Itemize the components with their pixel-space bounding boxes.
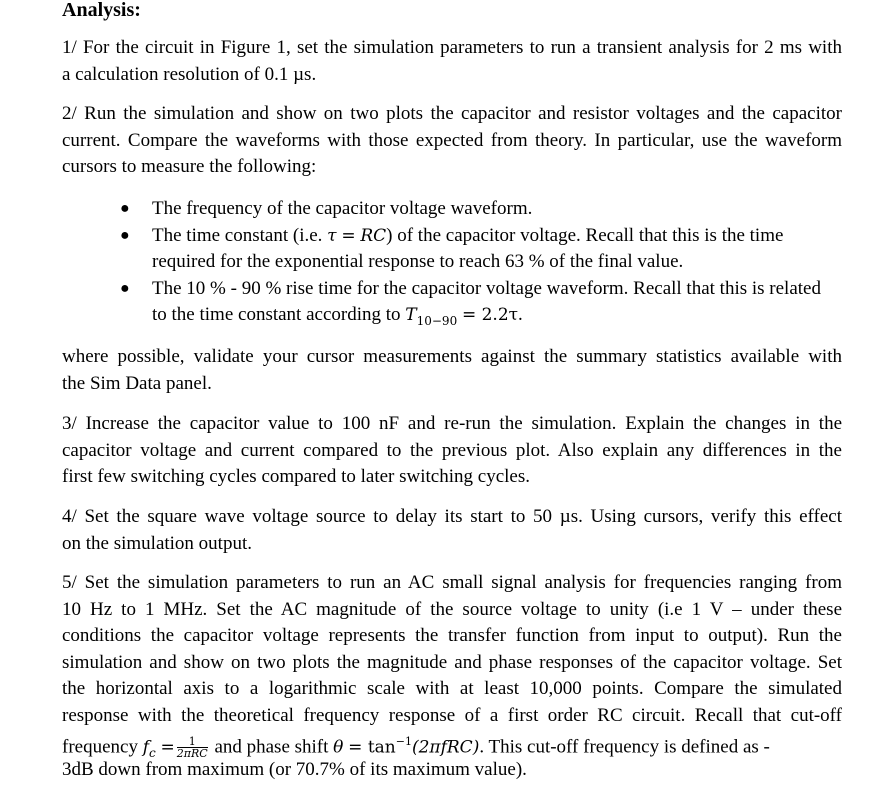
inverse-superscript: −1 xyxy=(395,735,412,748)
tau-symbol: τ xyxy=(327,225,337,246)
fraction-numerator: 1 xyxy=(177,736,208,748)
text-line: 10 Hz to 1 MHz. Set the AC magnitude of the source voltage to unity (i.e 1 V – under these xyxy=(62,598,842,620)
tan-argument: (2πfRC) xyxy=(411,737,480,758)
text-line: the horizontal axis to a logarithmic scale with at least 10,000 points. Compare the simulated xyxy=(62,678,842,699)
paragraph-1 xyxy=(62,35,842,88)
text-line xyxy=(152,302,842,334)
rise-time-subscript: 10−90 xyxy=(416,313,458,328)
paragraph-4 xyxy=(62,504,842,557)
theta-symbol: θ xyxy=(333,737,344,758)
rc-symbol: RC xyxy=(360,225,387,246)
bullet-list xyxy=(62,196,842,334)
text-line: capacitor voltage and current compared to the previous plot. Also explain any differences in the xyxy=(62,439,842,461)
paragraph-3 xyxy=(62,411,842,491)
list-item xyxy=(62,196,842,223)
paragraph-2 xyxy=(62,101,842,181)
text-line xyxy=(152,223,842,250)
text-line: response with the theoretical frequency response of a first order RC circuit. Recall that cut-off xyxy=(62,704,842,726)
text-line: required for the exponential response to reach 63 % of the final value. xyxy=(152,251,684,272)
text-line: 3dB down from maximum (or 70.7% of its maximum value). xyxy=(62,759,527,780)
text-line: 1/ For the circuit in Figure 1, set the simulation parameters to run a transient analysis for 2 ms with xyxy=(62,37,842,58)
rise-time-equation: = 2.2τ xyxy=(461,305,519,325)
text-line: 3/ Increase the capacitor value to 100 nF and re-run the simulation. Explain the changes in the xyxy=(62,413,842,434)
text-line: simulation and show on two plots the magnitude and phase responses of the capacitor voltage. Set xyxy=(62,651,842,673)
cutoff-subscript: c xyxy=(149,746,156,761)
text-line: The 10 % - 90 % rise time for the capacitor voltage waveform. Recall that this is related xyxy=(152,277,821,299)
text-line: 2/ Run the simulation and show on two plots the capacitor and resistor voltages and the capacitor xyxy=(62,103,842,124)
fraction-denominator: 2πRC xyxy=(176,747,208,761)
list-item xyxy=(62,276,842,335)
equals-sign: = xyxy=(160,737,175,758)
equals-sign: = xyxy=(341,225,356,246)
tan-function: = tan xyxy=(348,737,396,758)
text-span: . This cut-off frequency is defined as - xyxy=(479,736,770,758)
text-line: conditions the capacitor voltage represents the transfer function from input to output). Run the xyxy=(62,625,842,646)
list-item xyxy=(62,223,842,276)
rise-time-symbol: T xyxy=(405,305,417,325)
text-span: The time constant (i.e. xyxy=(152,224,323,246)
text-line: cursors to measure the following: xyxy=(62,156,317,177)
text-line xyxy=(62,729,842,761)
text-span: frequency xyxy=(62,736,138,758)
text-span: to the time constant according to xyxy=(152,304,401,325)
text-line: a calculation resolution of 0.1 µs. xyxy=(62,63,317,85)
text-line: the Sim Data panel. xyxy=(62,372,212,394)
text-line: current. Compare the waveforms with those expected from theory. In particular, use the waveform xyxy=(62,129,842,151)
bullet-marker: ● xyxy=(120,200,130,217)
bullet-marker: ● xyxy=(120,226,130,244)
paragraph-5 xyxy=(62,570,842,784)
text-span: ) of the capacitor voltage. Recall that this is the time xyxy=(386,224,784,246)
text-span: and phase shift xyxy=(214,736,329,758)
cutoff-frequency-symbol: f xyxy=(142,737,150,758)
text-span: . xyxy=(518,304,523,325)
text-line: 4/ Set the square wave voltage source to delay its start to 50 µs. Using cursors, verify this effect xyxy=(62,506,842,527)
text-line: first few switching cycles compared to later switching cycles. xyxy=(62,466,530,487)
text-line: The frequency of the capacitor voltage waveform. xyxy=(152,198,533,219)
text-line: on the simulation output. xyxy=(62,532,252,554)
analysis-heading: Analysis: xyxy=(62,0,141,21)
bullet-marker: ● xyxy=(120,279,130,297)
text-line: where possible, validate your cursor measurements against the summary statistics available with xyxy=(62,346,842,367)
text-line: 5/ Set the simulation parameters to run an AC small signal analysis for frequencies ranging from xyxy=(62,572,842,593)
paragraph-where xyxy=(62,344,842,397)
